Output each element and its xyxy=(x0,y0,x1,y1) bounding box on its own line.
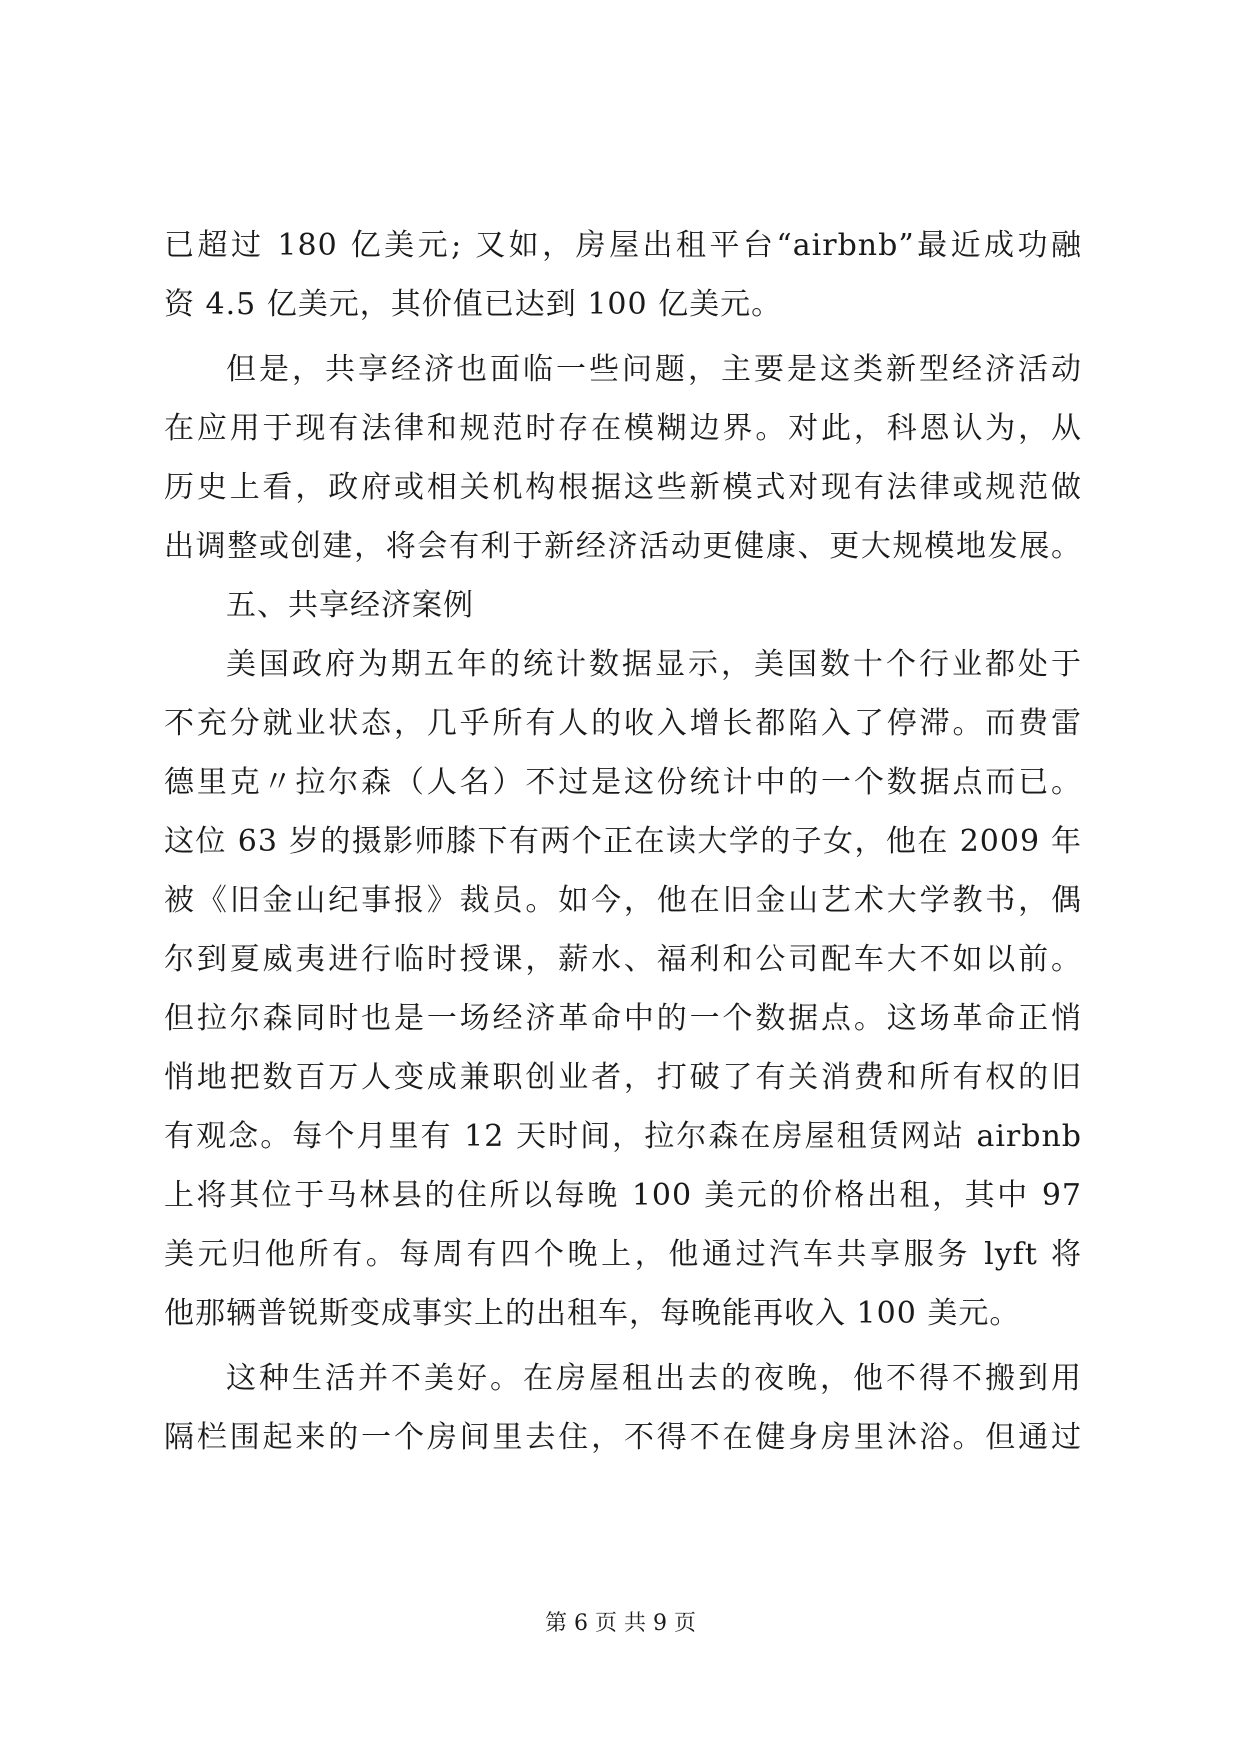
section-heading: 五、共享经济案例 xyxy=(226,588,474,623)
text-line: 他那辆普锐斯变成事实上的出租车，每晚能再收入 100 美元。 xyxy=(164,1296,1021,1331)
text-line: 被《旧金山纪事报》裁员。如今，他在旧金山艺术大学教书，偶 xyxy=(164,883,1082,918)
text-line: 在应用于现有法律和规范时存在模糊边界。对此，科恩认为，从 xyxy=(164,411,1082,446)
body-text xyxy=(164,228,1082,1479)
text-line: 尔到夏威夷进行临时授课，薪水、福利和公司配车大不如以前。 xyxy=(164,942,1082,977)
text-line: 有观念。每个月里有 12 天时间，拉尔森在房屋租赁网站 airbnb xyxy=(164,1119,1082,1154)
text-line: 不充分就业状态，几乎所有人的收入增长都陷入了停滞。而费雷 xyxy=(164,706,1082,741)
text-line: 但拉尔森同时也是一场经济革命中的一个数据点。这场革命正悄 xyxy=(164,1001,1082,1036)
text-line: 这种生活并不美好。在房屋租出去的夜晚，他不得不搬到用 xyxy=(226,1361,1082,1396)
text-line: 出调整或创建，将会有利于新经济活动更健康、更大规模地发展。 xyxy=(164,529,1082,564)
text-line: 悄地把数百万人变成兼职创业者，打破了有关消费和所有权的旧 xyxy=(164,1060,1082,1095)
text-line: 历史上看，政府或相关机构根据这些新模式对现有法律或规范做 xyxy=(164,470,1082,505)
text-line: 上将其位于马林县的住所以每晚 100 美元的价格出租，其中 97 xyxy=(164,1178,1082,1213)
page-number-footer: 第 6 页 共 9 页 xyxy=(545,1611,696,1636)
text-line: 已超过 180 亿美元; 又如，房屋出租平台“airbnb”最近成功融 xyxy=(164,228,1082,263)
text-line: 美国政府为期五年的统计数据显示，美国数十个行业都处于 xyxy=(226,647,1082,682)
text-line: 但是，共享经济也面临一些问题，主要是这类新型经济活动 xyxy=(226,352,1082,387)
text-line: 隔栏围起来的一个房间里去住，不得不在健身房里沐浴。但通过 xyxy=(164,1420,1082,1455)
text-line: 资 4.5 亿美元，其价值已达到 100 亿美元。 xyxy=(164,287,783,322)
text-line: 德里克〃拉尔森（人名）不过是这份统计中的一个数据点而已。 xyxy=(164,765,1082,800)
text-line: 这位 63 岁的摄影师膝下有两个正在读大学的子女，他在 2009 年 xyxy=(164,824,1082,859)
text-line: 美元归他所有。每周有四个晚上，他通过汽车共享服务 lyft 将 xyxy=(164,1237,1082,1272)
